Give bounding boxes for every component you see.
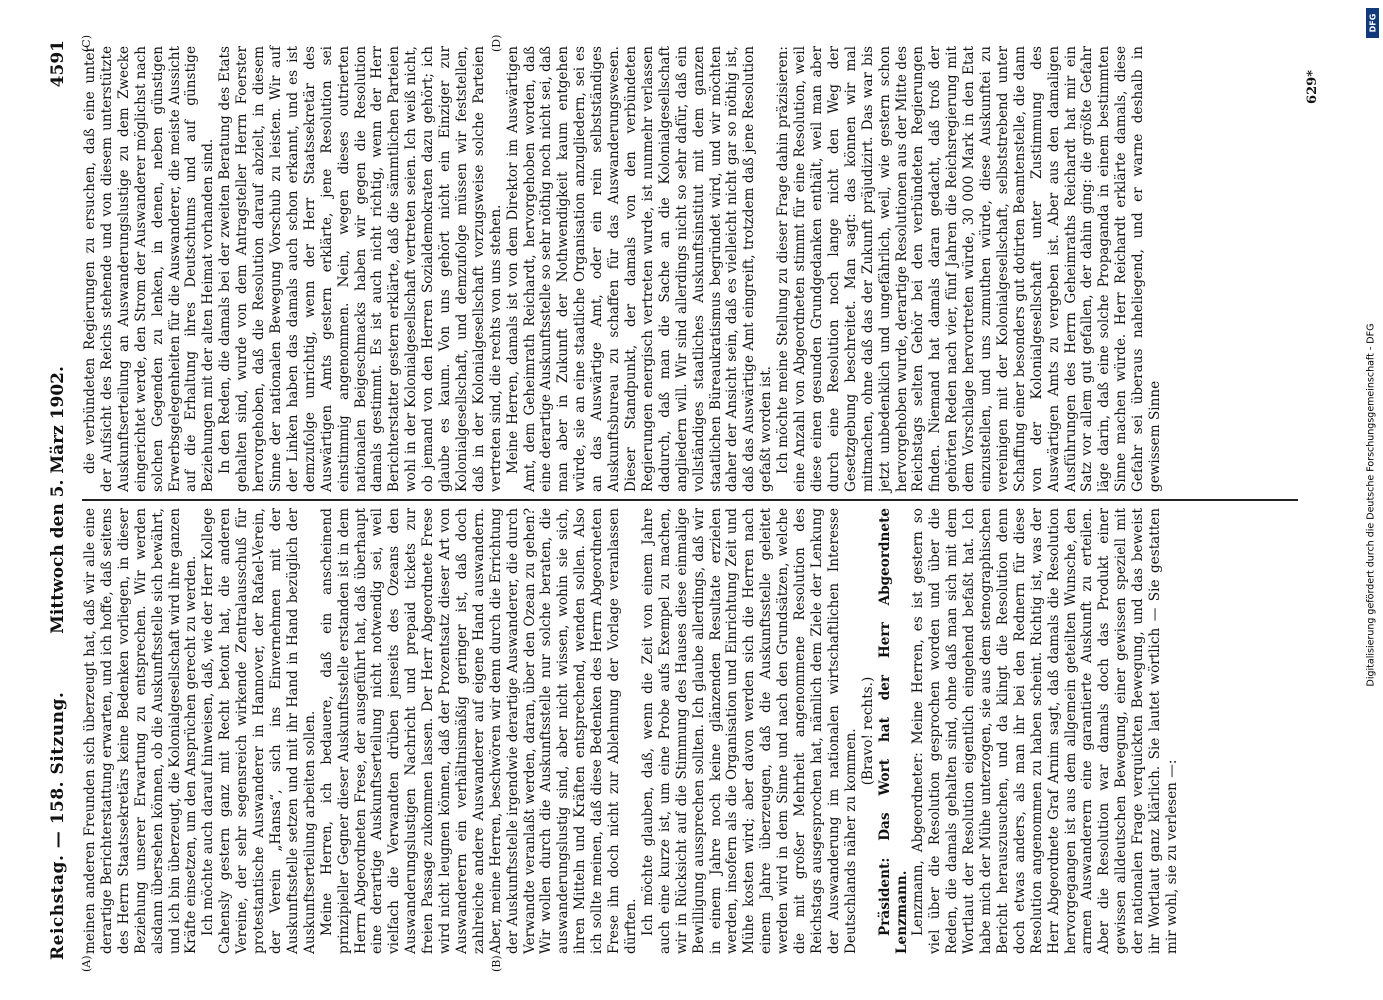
margin-marker-b: (B): [489, 955, 503, 972]
page-header: [42, 30, 76, 970]
column-divider: [82, 499, 1298, 501]
margin-marker-a: (A): [79, 955, 93, 972]
margin-marker-d: (D): [489, 34, 503, 52]
header-page-number: 4591: [47, 40, 68, 88]
header-date: Mittwoch den 5. März 1902.: [47, 366, 68, 634]
paragraph: Ich möchte meine Stellung zu dieser Frage dahin präzisieren: eine Anzahl von Abgeordneten stimmt für eine Resolution, weil diese einen gesunden Grundgedanken enthält, weil man aber durch eine Resolution noch lange nicht den Weg der Gesetzgebung beschreitet. Man sagt: das können wir mal mitmachen, ohne daß das der Zukunft präjudizirt. Das war bis jetzt unbedenklich und ungefährlich, weil, wie gestern schon hervorgehoben wurde, derartige Resolutionen aus der Mitte des Reichstags selten Gehör bei den verbündeten Regierungen finden. Niemand hat damals daran gedacht, daß troß der gehörten Reden nach vier, fünf Jahren die Reichsregierung mit dem Vorschlage hervortreten würde, 30 000 Mark in den Etat einzustellen, und uns zumuthen würde, diese Auskunftei zu vereinigen mit der Kolonialgesellschaft, selbststrebend unter Schaffung einer besonders gut dotirten Beamtenstelle, die dann von der Kolonialgesellschaft unter Zustimmung des Auswärtigen Amts zu vergeben ist. Aber aus den damaligen Ausführungen des Herrn Geheimraths Reichardt hat mir ein Satz vor allem gut gefallen, der dahin ging: die größte Gefahr läge darin, daß eine solche Propaganda in einem bestimmten Sinne machen würde. Herr Reichardt erklärte damals, diese Gefahr sei überaus naheliegend, und er warne deshalb in gewissem Sinne: [774, 46, 1163, 492]
rotated-document-page: [42, 30, 1342, 970]
paragraph: Ich möchte auch darauf hinweisen, daß, wie der Herr Kollege Cahensly gestern ganz mit Recht betont hat, die anderen Vereine, der sehr segensreich wirkende Zentralausschuß für protestantische Auswanderer in Hannover, der Rafael-Verein, der Verein „Hansa“, sich ins Einvernehmen mit der Auskunftsstelle setzen und mit ihr Hand in Hand bezüglich der Auskunftserteilung arbeiten sollen.: [199, 508, 318, 954]
president-paragraph: Präsident: Das Wort hat der Herr Abgeordnete Lenzmann.: [876, 508, 909, 954]
left-text-column: [82, 508, 1181, 954]
resolution-quote: die verbündeten Regierungen zu ersuchen, daß eine unter der Aufsicht des Reichs stehende und von diesem unterstützte Auskunftserteilung an Auswanderungslustige zu dem Zwecke eingerichtet werde, den Strom der Auswanderer möglichst nach solchen Gegenden zu lenken, in denen, neben günstigen Erwerbsgelegenheiten für die Auswanderer, die meiste Aussicht auf die Erhaltung ihres Deutschtums und auf günstige Beziehungen mit der alten Heimat vorhanden sind.: [81, 46, 216, 492]
margin-marker-c: (C): [79, 35, 93, 52]
right-text-column: [82, 46, 1164, 492]
paragraph: Meine Herren, ich bedauere, daß ein anscheinend prinzipieller Gegner dieser Auskunftsstelle erstanden ist in dem Herrn Abgeordneten Frese, der ausgeführt hat, daß überhaupt eine derartige Auskunftserteilung nicht notwendig sei, weil vielfach die Verwandten drüben jenseits des Ozeans den Auswanderungslustigen Nachricht und prepaid tickets zur freien Passage zukommen lassen. Der Herr Abgeordnete Frese wird nicht leugnen können, daß der Prozentsatz dieser Art von Auswanderern ein verhältnismäßig geringer ist, daß doch zahlreiche andere Auswanderer auf eigene Hand auswandern. Aber, meine Herren, beschwören wir denn durch die Errichtung der Auskunftsstelle irgendwie derartige Auswanderer, die durch Verwandte veranlaßt werden, daran, über den Ozean zu gehen? Wir wollen durch die Auskunftsstelle nur solche beraten, die auswanderungslustig sind, aber nicht wissen, wohin sie sich, ihren Mitteln und Kräften entsprechend, wenden sollen. Also ich sollte meinen, daß diese Bedenken des Herrn Abgeordneten Frese ihn doch nicht zur Ablehnung der Vorlage veranlassen dürften.: [318, 508, 639, 954]
dfg-logo-text: DFG: [1368, 13, 1377, 33]
digitization-text: Digitalisierung gefördert durch die Deutsche Forschungsgemeinschaft - DFG: [1365, 323, 1377, 687]
digitization-note: [1363, 10, 1379, 1000]
speaker-paragraph: Lenzmann, Abgeordneter: Meine Herren, es ist gestern so viel über die Resolution gesprochen worden und über die Reden, die damals gehalten sind, ohne daß man sich mit dem Wortlaut der Resolution eigentlich eingehend befaßt hat. Ich habe mich der Mühe unterzogen, sie aus dem stenographischen Bericht herauszusuchen, und da klingt die Resolution denn doch etwas anders, als man ihr bei den Rednern für diese Resolution angenommen zu haben scheint. Richtig ist, was der Herr Abgeordnete Graf Arnim sagt, daß damals die Resolution hervorgegangen ist aus dem allgemein geteilten Wunsche, den armen Auswanderern eine garantierte Auskunft zu erteilen. Aber die Resolution war damals doch das Produkt einer gewissen alldeutschen Bewegung, einer gewissen speziell mit der nationalen Frage verquickten Bewegung, und das beweist ihr Wortlaut ganz klärlich. Sie lautet wörtlich — Sie gestatten mir wohl, sie zu verlesen —:: [909, 508, 1180, 954]
paragraph: Meine Herren, damals ist von dem Direktor im Auswärtigen Amt, dem Geheimrath Reichardt, hervorgehoben worden, daß eine derartige Auskunftsstelle so sehr nöthig noch nicht sei, daß man aber in Zukunft der Nothwendigkeit kaum entgehen würde, sie an eine staatliche Organisation anzugliedern, sei es an das Auswärtige Amt, oder ein rein selbstständiges Auskunftsbureau zu schaffen für das Auswanderungswesen. Dieser Standpunkt, der damals von den verbündeten Regierungen energisch vertreten wurde, ist nunmehr verlassen dadurch, daß man die Sache an die Kolonialgesellschaft angliedern will. Wir sind allerdings nicht so sehr dafür, daß ein vollständiges staatliches Auskunftsinstitut mit dem ganzen staatlichen Büreaukratismus begründet wird, und wir möchten daher der Ansicht sein, daß es vielleicht nicht gar so nöthig ist, daß das Auswärtige Amt eingreift, trotzdem daß jene Resolution gefaßt worden ist.: [504, 46, 774, 492]
paragraph: In den Reden, die damals bei der zweiten Beratung des Etats gehalten sind, wurde von dem Antragsteller Herrn Foerster hervorgehoben, daß die Resolution darauf abzielt, in diesem Sinne der nationalen Bewegung Vorschub zu leisten. Wir auf der Linken haben das damals auch schon erkannt, und es ist demzufolge unrichtig, wenn der Herr Staatssekretär des Auswärtigen Amts gestern erklärte, jene Resolution sei einstimmig angenommen. Nein, wegen dieses outrierten nationalen Beigeschmacks haben wir gegen die Resolution damals gestimmt. Es ist auch nicht richtig, wenn der Herr Berichterstatter gestern erklärte, daß die sämmtlichen Parteien wohl in der Kolonialgesellschaft vertreten seien. Ich weiß nicht, ob jemand von den Herren Sozialdemokraten dazu gehört; ich glaube es kaum. Von uns gehört nicht ein Einziger zur Kolonialgesellschaft, und demzufolge müssen wir feststellen, daß in der Kolonialgesellschaft vorzugsweise solche Parteien vertreten sind, die rechts von uns stehen.: [216, 46, 504, 492]
dfg-logo: [1366, 8, 1379, 38]
applause-note: (Bravo! rechts.): [859, 676, 876, 786]
paragraph: meinen anderen Freunden sich überzeugt hat, daß wir alle eine derartige Berichterstattung erwarten, und ich hoffe, daß seitens des Herrn Staatssekretärs keine Bedenken vorliegen, in dieser Beziehung unserer Erwartung zu entsprechen. Wir werden alsdann übersehen können, ob die Auskunftsstelle sich bewährt, und ich bin überzeugt, die Kolonialgesellschaft wird ihre ganzen Kräfte einsetzen, um den Ansprüchen gerecht zu werden.: [81, 508, 199, 954]
signature-mark: 629*: [1304, 70, 1320, 104]
paragraph: Ich möchte glauben, daß, wenn die Zeit von einem Jahre auch eine kurze ist, um eine Probe aufs Exempel zu machen, wir in Rücksicht auf die Stimmung des Hauses diese einmalige Bewilligung aussprechen sollten. Ich glaube allerdings, daß wir in einem Jahre noch keine glänzenden Resultate erzielen werden, insofern als die Organisation und Einrichtung Zeit und Mühe kosten wird; aber davon werden sich die Herren nach einem Jahre überzeugen, daß die Auskunftsstelle geleitet werden wird in dem Sinne und nach den Grundsätzen, welche die mit großer Mehrheit angenommene Resolution des Reichstags ausgesprochen hat, nämlich dem Ziele der Lenkung der Auswanderung im nationalen wirtschaftlichen Interesse Deutschlands näher zu kommen.: [639, 508, 859, 954]
header-session: Reichstag. — 158. Sitzung.: [47, 691, 68, 960]
